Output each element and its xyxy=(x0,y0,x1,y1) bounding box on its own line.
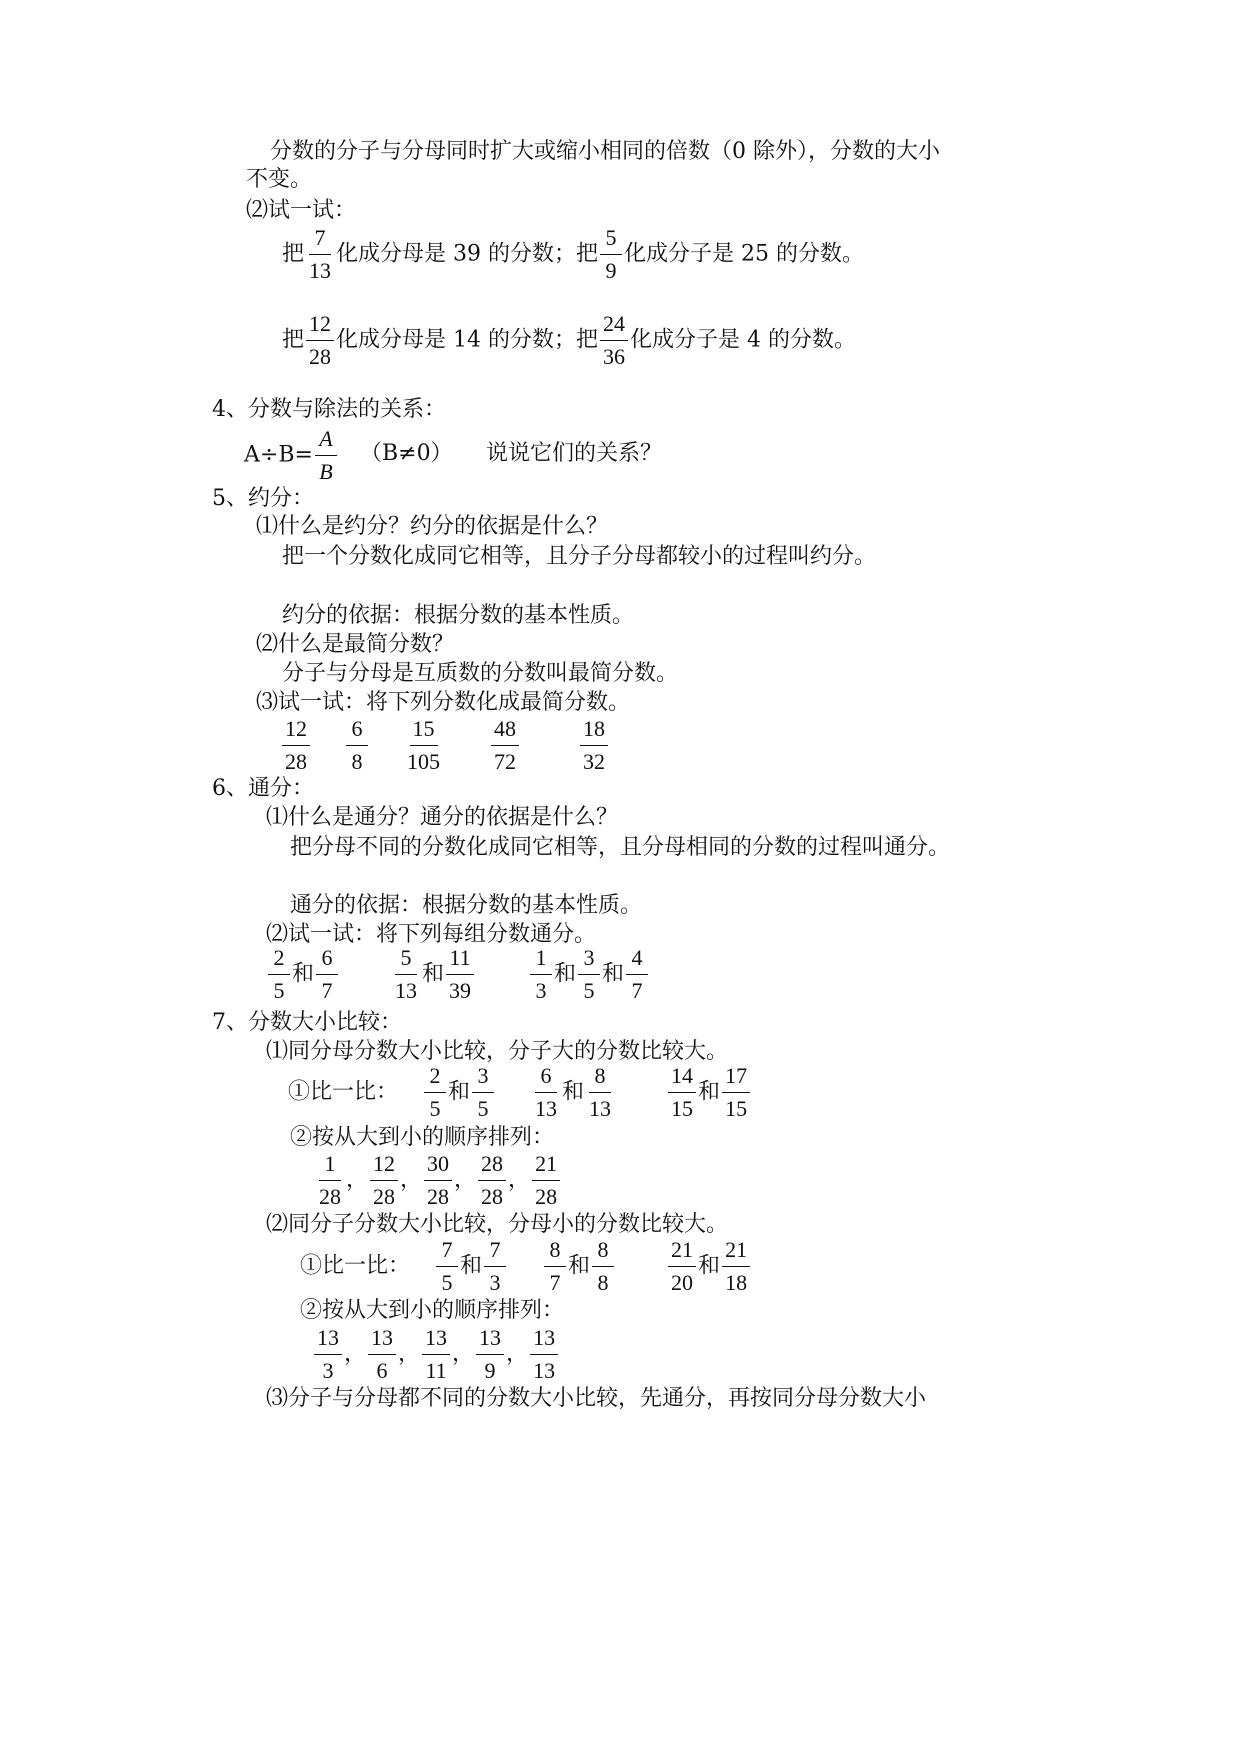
fraction: $\frac{28}{28}$ xyxy=(478,1152,506,1209)
compare-1-row: ①比一比： $\frac{2}{5}$ 和 $\frac{3}{5}$ $\frac{6}{13}$ 和 $\frac{8}{13}$ $\frac{14}{15}$ 和 $\frac{17}{15}$ xyxy=(288,1064,752,1121)
fraction: $\frac{24}{36}$ xyxy=(600,312,628,369)
reduce-question-3: ⑶试一试：将下列分数化成最简分数。 xyxy=(256,690,631,715)
fraction: $\frac{18}{32}$ xyxy=(578,717,610,774)
compare-part-1: ⑴同分母分数大小比较，分子大的分数比较大。 xyxy=(266,1039,729,1064)
fraction: $\frac{21}{18}$ xyxy=(722,1238,750,1295)
common-group-3: $\frac{1}{3}$ 和 $\frac{3}{5}$ 和 $\frac{4}{7}$ xyxy=(528,946,650,1003)
common-definition: 把分母不同的分数化成同它相等，且分母相同的分数的过程叫通分。 xyxy=(290,835,951,860)
reduce-question-1: ⑴什么是约分？约分的依据是什么？ xyxy=(256,514,609,539)
fraction: $\frac{13}{11}$ xyxy=(422,1326,450,1383)
fraction: $\frac{12}{28}$ xyxy=(306,312,334,369)
simplest-definition: 分子与分母是互质数的分数叫最简分数。 xyxy=(282,661,679,686)
try-row-1: 把 $\frac{7}{13}$ 化成分母是 39 的分数；把 $\frac{5}{9}$ 化成分子是 25 的分数。 xyxy=(282,225,864,283)
fraction: $\frac{2}{5}$ xyxy=(268,946,290,1003)
fraction: $\frac{13}{13}$ xyxy=(530,1326,558,1383)
common-question-2: ⑵试一试：将下列每组分数通分。 xyxy=(266,922,597,947)
order-label-1: ②按从大到小的顺序排列： xyxy=(290,1125,555,1150)
fraction: $\frac{21}{20}$ xyxy=(668,1238,696,1295)
compare-2-row: ①比一比： $\frac{7}{5}$ 和 $\frac{7}{3}$ $\frac{8}{7}$ 和 $\frac{8}{8}$ $\frac{21}{20}$ 和 $\frac{21}{18}$ xyxy=(300,1238,752,1295)
fraction: $\frac{17}{15}$ xyxy=(722,1064,750,1121)
try-label: ⑵试一试： xyxy=(246,198,357,223)
section-6-heading: 6、通分： xyxy=(212,776,314,801)
division-formula: A÷B= $\frac{A}{B}$ xyxy=(244,427,339,484)
fraction: $\frac{12}{28}$ xyxy=(370,1152,398,1209)
common-group-1: $\frac{2}{5}$ 和 $\frac{6}{7}$ xyxy=(266,946,340,1003)
reduce-definition: 把一个分数化成同它相等，且分子分母都较小的过程叫约分。 xyxy=(282,544,877,569)
intro-line-1: 分数的分子与分母同时扩大或缩小相同的倍数（0 除外），分数的大小 xyxy=(270,139,940,164)
order-row-1: $\frac{1}{28}$ ， $\frac{12}{28}$ ， $\frac{30}{28}$ ， $\frac{28}{28}$ ， $\frac{21}{28}$ xyxy=(314,1152,562,1209)
fraction: $\frac{13}{3}$ xyxy=(314,1326,342,1383)
fraction: $\frac{14}{15}$ xyxy=(668,1064,696,1121)
fraction: $\frac{7}{3}$ xyxy=(484,1238,506,1295)
fraction: $\frac{11}{39}$ xyxy=(446,946,474,1003)
fraction: $\frac{7}{5}$ xyxy=(436,1238,458,1295)
try-row-2: 把 $\frac{12}{28}$ 化成分母是 14 的分数；把 $\frac{24}{36}$ 化成分子是 4 的分数。 xyxy=(282,311,856,369)
fraction: $\frac{1}{3}$ xyxy=(530,946,552,1003)
fraction: $\frac{3}{5}$ xyxy=(472,1064,494,1121)
fraction: $\frac{21}{28}$ xyxy=(532,1152,560,1209)
fraction: $\frac{15}{105}$ xyxy=(407,716,440,774)
fraction: $\frac{6}{7}$ xyxy=(316,946,338,1003)
compare-part-2: ⑵同分子分数大小比较，分母小的分数比较大。 xyxy=(266,1212,729,1237)
reduce-basis: 约分的依据：根据分数的基本性质。 xyxy=(282,603,635,628)
section-5-heading: 5、约分： xyxy=(212,486,314,511)
fraction: $\frac{2}{5}$ xyxy=(424,1064,446,1121)
fraction: $\frac{8}{8}$ xyxy=(592,1238,614,1295)
fraction: $\frac{A}{B}$ xyxy=(315,427,337,484)
fraction: $\frac{13}{9}$ xyxy=(476,1326,504,1383)
intro-line-2: 不变。 xyxy=(246,167,313,192)
fraction: $\frac{5}{13}$ xyxy=(395,945,417,1003)
fraction: $\frac{1}{28}$ xyxy=(319,1151,341,1209)
fraction: $\frac{6}{8}$ xyxy=(344,717,370,774)
order-label-2: ②按从大到小的顺序排列： xyxy=(300,1298,565,1323)
fraction: $\frac{13}{6}$ xyxy=(368,1326,396,1383)
common-question-1: ⑴什么是通分？通分的依据是什么？ xyxy=(266,805,619,830)
fraction: $\frac{4}{7}$ xyxy=(626,946,648,1003)
compare-part-3: ⑶分子与分母都不同的分数大小比较，先通分，再按同分母分数大小 xyxy=(266,1386,927,1411)
common-group-2: $\frac{5}{13}$ 和 $\frac{11}{39}$ xyxy=(390,946,476,1003)
fraction: $\frac{3}{5}$ xyxy=(578,946,600,1003)
section-4-heading: 4、分数与除法的关系： xyxy=(212,397,446,422)
fraction: $\frac{8}{7}$ xyxy=(544,1238,566,1295)
fraction: $\frac{8}{13}$ xyxy=(589,1063,612,1121)
common-basis: 通分的依据：根据分数的基本性质。 xyxy=(290,893,643,918)
fraction: $\frac{5}{9}$ xyxy=(600,226,622,283)
order-row-2: $\frac{13}{3}$ ， $\frac{13}{6}$ ， $\frac{13}{11}$ ， $\frac{13}{9}$ ， $\frac{13}{13}$ xyxy=(312,1326,560,1383)
fraction: $\frac{48}{72}$ xyxy=(489,717,521,774)
division-question: 说说它们的关系？ xyxy=(486,441,663,466)
fraction: $\frac{12}{28}$ xyxy=(280,717,312,774)
fraction: $\frac{7}{13}$ xyxy=(309,225,332,283)
reduce-question-2: ⑵什么是最简分数？ xyxy=(256,632,455,657)
section-7-heading: 7、分数大小比较： xyxy=(212,1010,402,1035)
division-condition: （B≠0） xyxy=(360,441,453,466)
fraction: $\frac{6}{13}$ xyxy=(535,1063,558,1121)
fraction: $\frac{30}{28}$ xyxy=(424,1152,452,1209)
